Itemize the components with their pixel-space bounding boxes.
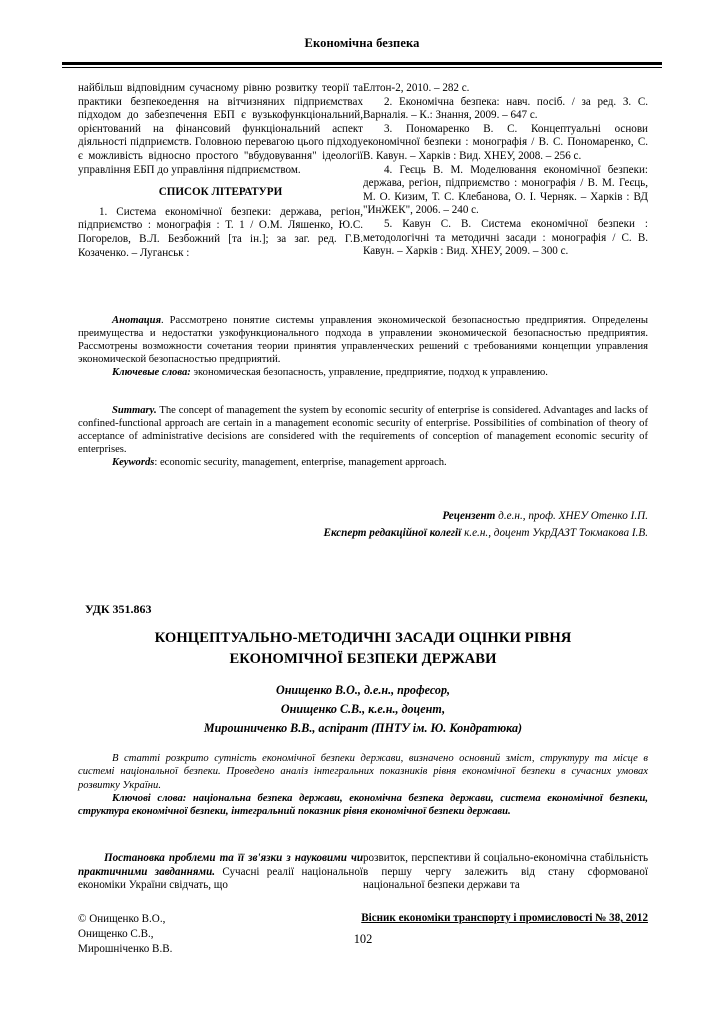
expert-line bbox=[78, 525, 648, 542]
abstract-en-body bbox=[78, 404, 648, 456]
reviewer-value: д.е.н., проф. ХНЕУ Отенко І.П. bbox=[495, 510, 648, 522]
abstract-en-text: The concept of management the system by economic security of enterprise is considered. Advantages and lacks of confined-functional approach are certain in a management economic security of enterprise. Possibilities of combination of theory of acceptance of administrative decisions are considered with the requirements of conception of management economic security of enterprises. bbox=[78, 405, 648, 456]
abstract-en-keywords bbox=[78, 456, 648, 469]
keywords-ru-text: экономическая безопасность, управление, предприятие, подход к управлению. bbox=[190, 367, 548, 379]
udc-code: УДК 351.863 bbox=[85, 602, 152, 616]
abstract-en-label: Summary. bbox=[112, 405, 157, 416]
running-head: Економічна безпека bbox=[304, 36, 420, 50]
abstract-ru-label: Анотация bbox=[112, 315, 162, 326]
article-title-line-2: ЕКОНОМІЧНОЇ БЕЗПЕКИ ДЕРЖАВИ bbox=[229, 651, 497, 667]
body-left-paragraph bbox=[78, 852, 363, 893]
right-column bbox=[363, 82, 648, 259]
body-right-column bbox=[363, 852, 648, 893]
article-authors bbox=[78, 681, 648, 738]
abstract-uk-keywords bbox=[78, 792, 648, 819]
reference-item: 3. Пономаренко В. С. Концептуальні основи економічної безпеки : монографія / В. С. Пономаренко, С. В. Кавун. – Харків : Вид. ХНЕУ, 2008. – 256 с. bbox=[363, 122, 648, 162]
abstract-ru bbox=[78, 314, 648, 379]
expert-label: Експерт редакційної колегії bbox=[323, 527, 462, 539]
reviewer-label: Рецензент bbox=[442, 510, 496, 522]
abstract-ru-body bbox=[78, 314, 648, 366]
body-left-column bbox=[78, 852, 363, 893]
abstract-en bbox=[78, 404, 648, 469]
article-title bbox=[78, 628, 648, 670]
reference-item: 4. Геєць В. М. Моделювання економічної безпеки: держава, регіон, підприємство : монографія / В. М. Геєць, М. О. Кизим, Т. С. Клебанова, О. І. Черняк. – Харків : ВД "ИнЖЕК", 2006. – 240 с. bbox=[363, 163, 648, 217]
header-rule-thin bbox=[62, 67, 662, 68]
reference-item: 5. Кавун С. В. Система економічної безпеки : методологічні та методичні засади : монографія / С. В. Кавун. – Харків : Вид. ХНЕУ, 2009. – 300 с. bbox=[363, 217, 648, 258]
body-right-paragraph: розвиток, перспективи й соціально-економічна стабільність в першу чергу залежить від стану сформованої національної безпеки держави та bbox=[363, 852, 648, 892]
continuation-paragraph: найбільш відповідним сучасному рівню розвитку теорії та практики безпекоедення на вітчизняних підприємствах підходом до забезпечення ЕБП є вузькофункціональний, орієнтований на фінансовий функціональний аспект діяльності підприємств. Головною перевагою цього підходу є можливість відносно простого "вбудовування" ідеології управління ЕБП до управління підприємством. bbox=[78, 82, 363, 176]
copyright-line: Онищенко С.В., bbox=[78, 928, 154, 941]
abstract-ru-keywords bbox=[78, 366, 648, 379]
abstract-uk-body: В статті розкрито сутність економічної безпеки держави, визначено основний зміст, структуру та місце в системі національної безпеки. Проведено аналіз інтегральних показників рівня економічної безпеки в сучасних умовах розвитку України. bbox=[78, 753, 648, 791]
abstract-ru-text: . Рассмотрено понятие системы управления экономической безопасностью предприятия. Определены преимущества и недостатки узкофункционального подхода в управлении экономической безопасностью предприятия. Рассмотрены возможности сочетания теории принятия управленческих решений с требованиями концепции управления экономической безопасностью предприятий. bbox=[78, 315, 648, 366]
reference-item: 1. Система економічної безпеки: держава, регіон, підприємство : монографія : Т. 1 / О.М. Ляшенко, Ю.С. Погорелов, В.Л. Безбожний [та ін.]; за заг. ред. Г.В. Козаченко. – Луганськ : bbox=[78, 205, 363, 259]
reference-item: 2. Економічна безпека: навч. посіб. / за ред. З. С. Варналія. – К.: Знання, 2009. – 647 с. bbox=[363, 95, 648, 122]
keywords-uk-label: Ключові слова: bbox=[112, 792, 187, 804]
expert-value: к.е.н., доцент УкрДАЗТ Токмакова І.В. bbox=[461, 527, 648, 539]
copyright-line: Мирошніченко В.В. bbox=[78, 943, 173, 956]
keywords-en-text: : economic security, management, enterprise, management approach. bbox=[154, 457, 447, 469]
reference-item-tail: Елтон-2, 2010. – 282 с. bbox=[363, 82, 470, 94]
abstract-uk bbox=[78, 752, 648, 818]
references-heading: СПИСОК ЛІТЕРАТУРИ bbox=[158, 186, 283, 199]
author-line: Онищенко С.В., к.е.н., доцент, bbox=[280, 702, 446, 716]
body-section-heading: Постановка проблеми та її зв'язки з науковими чи практичними завданнями. bbox=[78, 852, 363, 878]
keywords-uk-text: національна безпека держави, економічна безпека держави, система економічної безпеки, структура економічної безпеки, інтегральний показник рівня економічної безпеки держави. bbox=[78, 792, 648, 818]
author-line: Мирошниченко В.В., аспірант (ПНТУ ім. Ю. Кондратюка) bbox=[203, 721, 523, 735]
header-rule-thick bbox=[62, 62, 662, 65]
author-line: Онищенко В.О., д.е.н., професор, bbox=[275, 683, 451, 697]
journal-title-footer: Вісник економіки транспорту і промисловості № 38, 2012 bbox=[361, 912, 648, 924]
body-left-text: Сучасні реалії національної економіки України свідчать, що bbox=[78, 865, 363, 892]
reviewer-line bbox=[78, 508, 648, 525]
keywords-ru-label: Ключевые слова: bbox=[112, 367, 191, 379]
left-column bbox=[78, 82, 363, 260]
keywords-en-label: Keywords bbox=[112, 457, 155, 469]
page-number: 102 bbox=[353, 932, 373, 946]
article-title-line-1: КОНЦЕПТУАЛЬНО-МЕТОДИЧНІ ЗАСАДИ ОЦІНКИ РІВНЯ bbox=[154, 630, 572, 646]
copyright-line: © Онищенко В.О., bbox=[78, 913, 166, 925]
reviewers-block bbox=[78, 508, 648, 542]
